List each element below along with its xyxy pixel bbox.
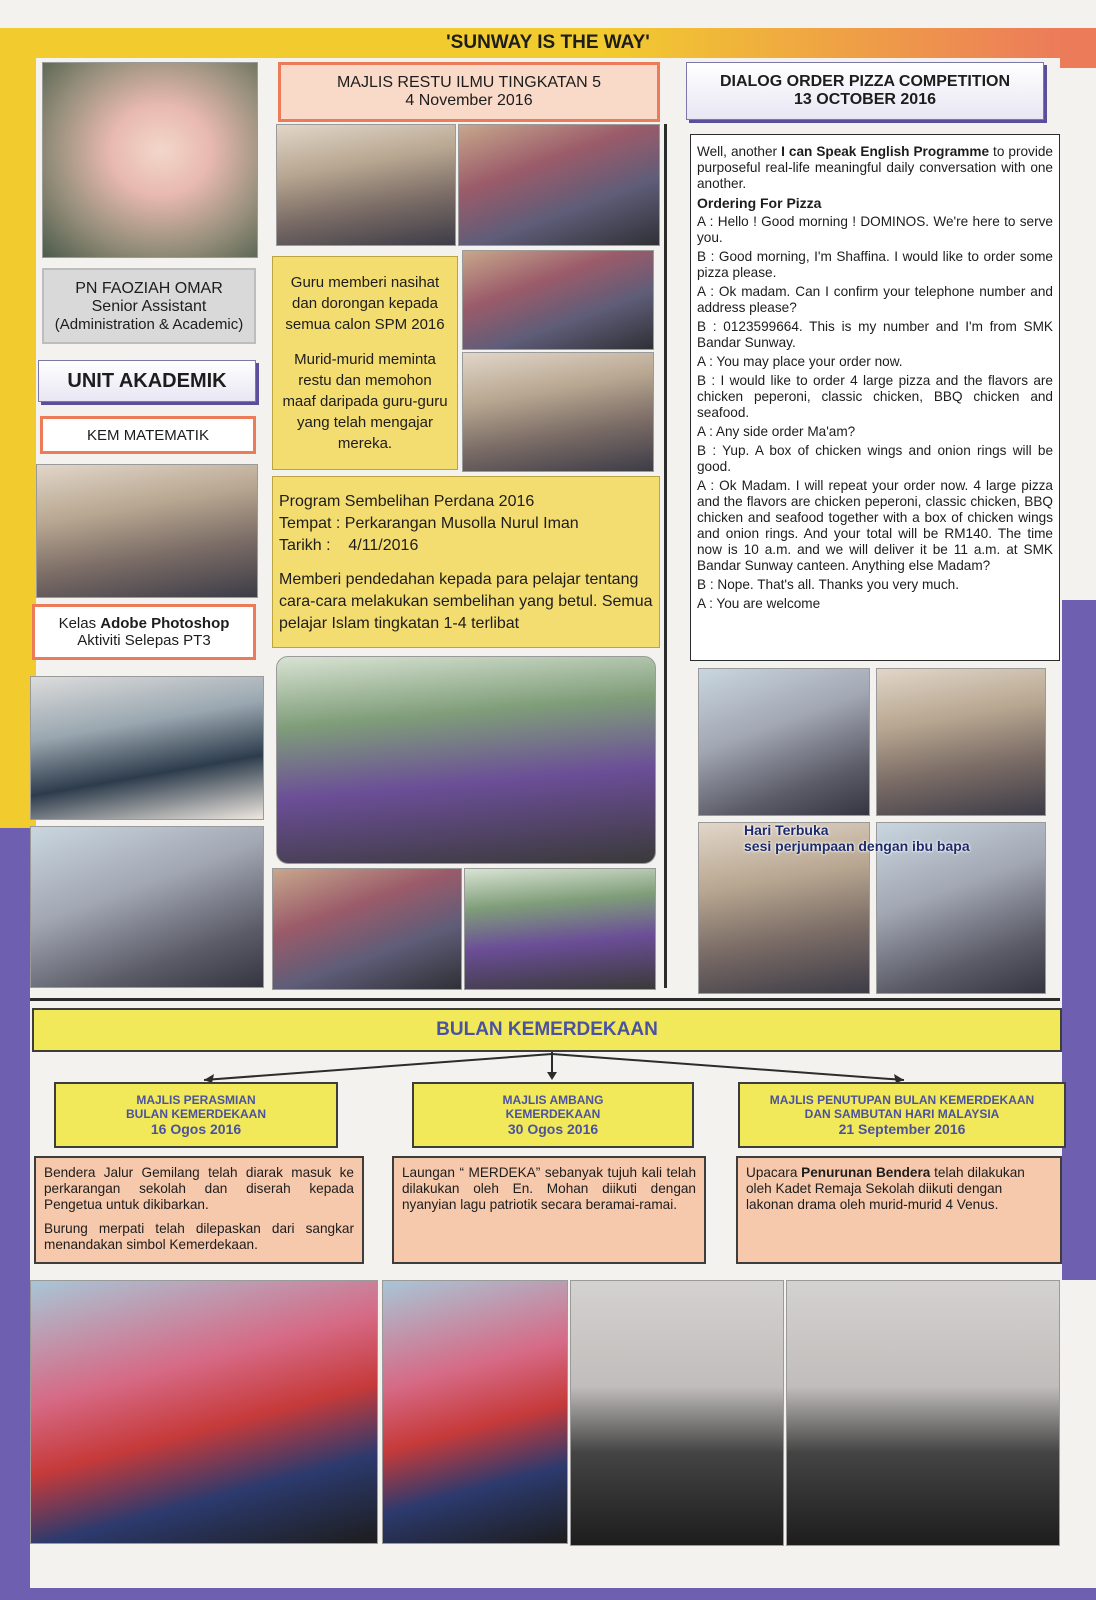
computer-lab-photo <box>30 676 264 820</box>
dialog-line: A : Ok madam. Can I confirm your telephone number and address please? <box>697 284 1053 315</box>
dialog-line: B : I would like to order 4 large pizza and the flavors are chicken peperoni, classic chicken, BBQ chicken and seafood. <box>697 373 1053 420</box>
dialog-line: A : You are welcome <box>697 596 821 611</box>
dialog-line: A : Hello ! Good morning ! DOMINOS. We're here to serve you. <box>697 214 1053 245</box>
event-penutupan-para <box>746 1165 1052 1213</box>
dialog-date: 13 OCTOBER 2016 <box>794 91 936 108</box>
restu-photo-3 <box>462 250 654 350</box>
kem-matematik-text: KEM MATEMATIK <box>87 426 209 444</box>
program-line3: Tarikh : 4/11/2016 <box>279 537 419 554</box>
event-ambang-line1: MAJLIS AMBANG <box>502 1093 604 1107</box>
majlis-restu-title <box>278 62 660 122</box>
unit-akademik-title <box>38 360 256 402</box>
event-perasmian-line2: BULAN KEMERDEKAAN <box>126 1107 266 1121</box>
sembelihan-photo-2 <box>272 868 462 990</box>
section-divider <box>30 998 1060 1001</box>
sembelihan-photo <box>276 656 656 864</box>
event-penutupan-line2: DAN SAMBUTAN HARI MALAYSIA <box>804 1107 1000 1121</box>
dialog-line: B : Nope. That's all. Thanks you very much. <box>697 577 960 592</box>
restu-photo-4 <box>462 352 654 472</box>
dialog-intro-post: to provide purposeful real-life meaningful daily conversation with one another. <box>697 144 1053 191</box>
majlis-restu-date: 4 November 2016 <box>405 92 533 109</box>
group-photo-lab <box>30 826 264 988</box>
event-penutupan-header <box>738 1082 1066 1148</box>
pizza-photo-2 <box>876 668 1046 816</box>
program-line1: Program Sembelihan Perdana 2016 <box>279 493 535 510</box>
event-perasmian-header <box>54 1082 338 1148</box>
hari-terbuka-caption <box>744 822 994 854</box>
dialog-intro-bold: I can Speak English Programme <box>781 144 990 159</box>
event-penutupan-post: telah dilakukan oleh Kadet Remaja Sekolah diikuti dengan lakonan drama oleh murid-murid 4 Venus. <box>746 1165 1025 1212</box>
column-divider <box>664 124 667 988</box>
kemerdekaan-title-box <box>32 1008 1062 1052</box>
hari-terbuka-sub: sesi perjumpaan dengan ibu bapa <box>744 838 970 854</box>
dialog-line: B : 0123599664. This is my number and I'm from SMK Bandar Sunway. <box>697 319 1053 350</box>
kelas-photoshop-label <box>32 604 256 660</box>
murid-note: Murid-murid meminta restu dan memohon maaf daripada guru-guru yang telah mengajar mereka. <box>282 351 448 452</box>
page-title: 'SUNWAY IS THE WAY' <box>36 28 1060 58</box>
kem-matematik-photo <box>36 464 258 598</box>
event-ambang-date: 30 Ogos 2016 <box>507 1121 599 1137</box>
event-ambang-header <box>412 1082 694 1148</box>
kemerdekaan-title: BULAN KEMERDEKAAN <box>436 1019 658 1040</box>
event-perasmian-para1: Bendera Jalur Gemilang telah diarak masuk ke perkarangan sekolah dan diserah kepada Pengetua untuk dikibarkan. <box>44 1165 354 1212</box>
purple-bottom-bar <box>0 1588 1096 1600</box>
profile-name: PN FAOZIAH OMAR <box>75 279 223 297</box>
dialog-line: A : Any side order Ma'am? <box>697 424 856 439</box>
kemerdekaan-photo-2 <box>382 1280 568 1544</box>
kelas-line2: Aktiviti Selepas PT3 <box>77 632 211 649</box>
sembelihan-photo-3 <box>464 868 656 990</box>
event-ambang-para1: Laungan “ MERDEKA” sebanyak tujuh kali telah dilakukan oleh En. Mohan diikuti dengan nyanyian lagu patriotik secara beramai-ramai. <box>402 1165 696 1212</box>
guru-note-box <box>272 256 458 470</box>
dialog-line: B : Good morning, I'm Shaffina. I would like to order some pizza please. <box>697 249 1053 280</box>
majlis-restu-text: MAJLIS RESTU ILMU TINGKATAN 5 <box>336 74 602 91</box>
kemerdekaan-photo-3 <box>570 1280 784 1546</box>
kemerdekaan-photo-4 <box>786 1280 1060 1546</box>
restu-photo-2 <box>458 124 660 246</box>
dialog-line: A : You may place your order now. <box>697 354 903 369</box>
kemerdekaan-photo-1 <box>30 1280 378 1544</box>
arrow-right <box>552 1054 904 1080</box>
ordering-title: Ordering For Pizza <box>697 195 822 211</box>
event-perasmian-line1: MAJLIS PERASMIAN <box>136 1093 256 1107</box>
event-ambang-line2: KEMERDEKAAN <box>505 1107 601 1121</box>
portrait-photo <box>42 62 258 258</box>
event-ambang-note <box>392 1156 706 1264</box>
profile-role: Senior Assistant <box>91 297 207 315</box>
guru-note: Guru memberi nasihat dan dorongan kepada semua calon SPM 2016 <box>285 274 445 333</box>
kem-matematik-label <box>40 416 256 454</box>
event-perasmian-para2: Burung merpati telah dilepaskan dari sangkar menandakan simbol Kemerdekaan. <box>44 1221 354 1252</box>
unit-akademik-label: UNIT AKADEMIK <box>67 369 227 392</box>
event-perasmian-note <box>34 1156 364 1264</box>
dialog-title-box <box>686 62 1044 120</box>
dialog-title: DIALOG ORDER PIZZA COMPETITION <box>719 73 1011 90</box>
dialog-line: A : Ok Madam. I will repeat your order now. 4 large pizza and the flavors are chicken peperoni, classic chicken, BBQ chicken and seafood together with a box of chicken wings and onion rings. And your total will be RM140. The time now is 10 a.m. and we will deliver it be 11 a.m. at SMK Bandar Sunway canteen. Anything else Madam? <box>697 478 1053 573</box>
purple-side-bar <box>0 828 30 1588</box>
event-penutupan-date: 21 September 2016 <box>838 1121 966 1137</box>
hari-terbuka-title: Hari Terbuka <box>744 822 829 838</box>
dialog-text-box <box>690 134 1060 661</box>
program-desc: Memberi pendedahan kepada para pelajar tentang cara-cara melakukan sembelihan yang betul. Semua pelajar Islam tingkatan 1-4 terlibat <box>279 571 653 632</box>
dialog-line: B : Yup. A box of chicken wings and onion rings will be good. <box>697 443 1053 474</box>
dialog-intro-pre: Well, another <box>697 144 782 159</box>
kelas-adobe: Adobe Photoshop <box>100 615 230 632</box>
orange-corner-bar <box>1060 28 1096 68</box>
pizza-photo-1 <box>698 668 870 816</box>
kelas-prefix: Kelas <box>58 615 101 632</box>
profile-department: (Administration & Academic) <box>54 315 244 333</box>
event-penutupan-pre: Upacara <box>746 1165 802 1180</box>
event-penutupan-bold: Penurunan Bendera <box>801 1165 931 1180</box>
profile-box <box>42 268 256 344</box>
event-penutupan-note <box>736 1156 1062 1264</box>
arrow-left <box>204 1054 552 1080</box>
program-line2: Tempat : Perkarangan Musolla Nurul Iman <box>279 515 579 532</box>
program-sembelihan-box <box>272 476 660 648</box>
event-penutupan-line1: MAJLIS PENUTUPAN BULAN KEMERDEKAAN <box>769 1093 1035 1107</box>
restu-photo-1 <box>276 124 456 246</box>
purple-right-bar <box>1062 600 1096 1280</box>
event-perasmian-date: 16 Ogos 2016 <box>150 1121 242 1137</box>
arrow-head-mid <box>547 1072 557 1080</box>
dialog-intro <box>697 144 1053 192</box>
